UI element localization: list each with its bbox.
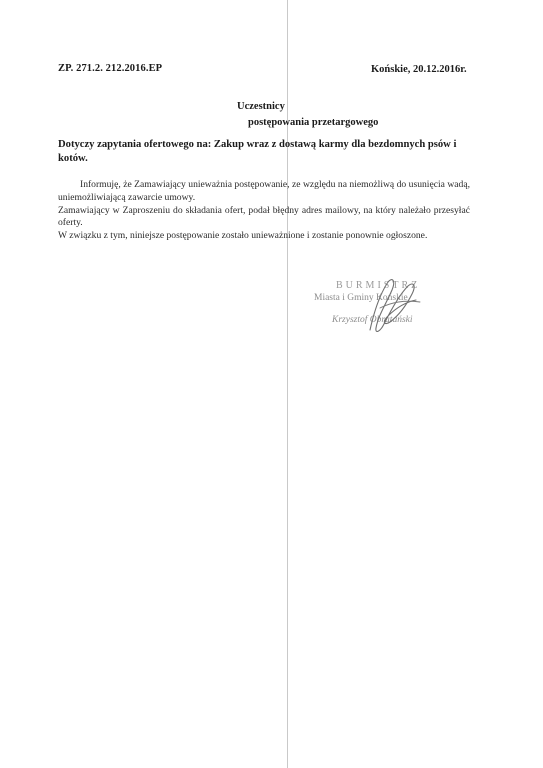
stamp-subtitle: Miasta i Gminy Końskie <box>314 293 408 303</box>
place-date: Końskie, 20.12.2016r. <box>371 64 467 75</box>
recipient-block <box>237 99 378 131</box>
recipient-line2: postępowania przetargowego <box>248 117 379 128</box>
handwritten-signature <box>330 272 440 342</box>
subject-line: Dotyczy zapytania ofertowego na: Zakup wraz z dostawą karmy dla bezdomnych psów i kotów. <box>58 139 457 164</box>
recipient-line1: Uczestnicy <box>237 101 285 112</box>
letter-body <box>58 179 470 243</box>
body-paragraph-2: Zamawiający w Zaproszeniu do składania ofert, podał błędny adres mailowy, na który należało przesyłać oferty. <box>58 204 470 229</box>
body-paragraph-1: Informuję, że Zamawiający unieważnia postępowanie, ze względu na niemożliwą do usunięcia wadą, uniemożliwiającą zawarcie umowy. <box>58 179 470 203</box>
reference-number: ZP. 271.2. 212.2016.EP <box>58 63 163 74</box>
stamp-name: Krzysztof Obratański <box>332 315 413 325</box>
stamp-title: BURMISTRZ <box>336 280 421 291</box>
body-paragraph-3: W związku z tym, niniejsze postępowanie zostało unieważnione i zostanie ponownie ogłoszone. <box>58 230 428 242</box>
